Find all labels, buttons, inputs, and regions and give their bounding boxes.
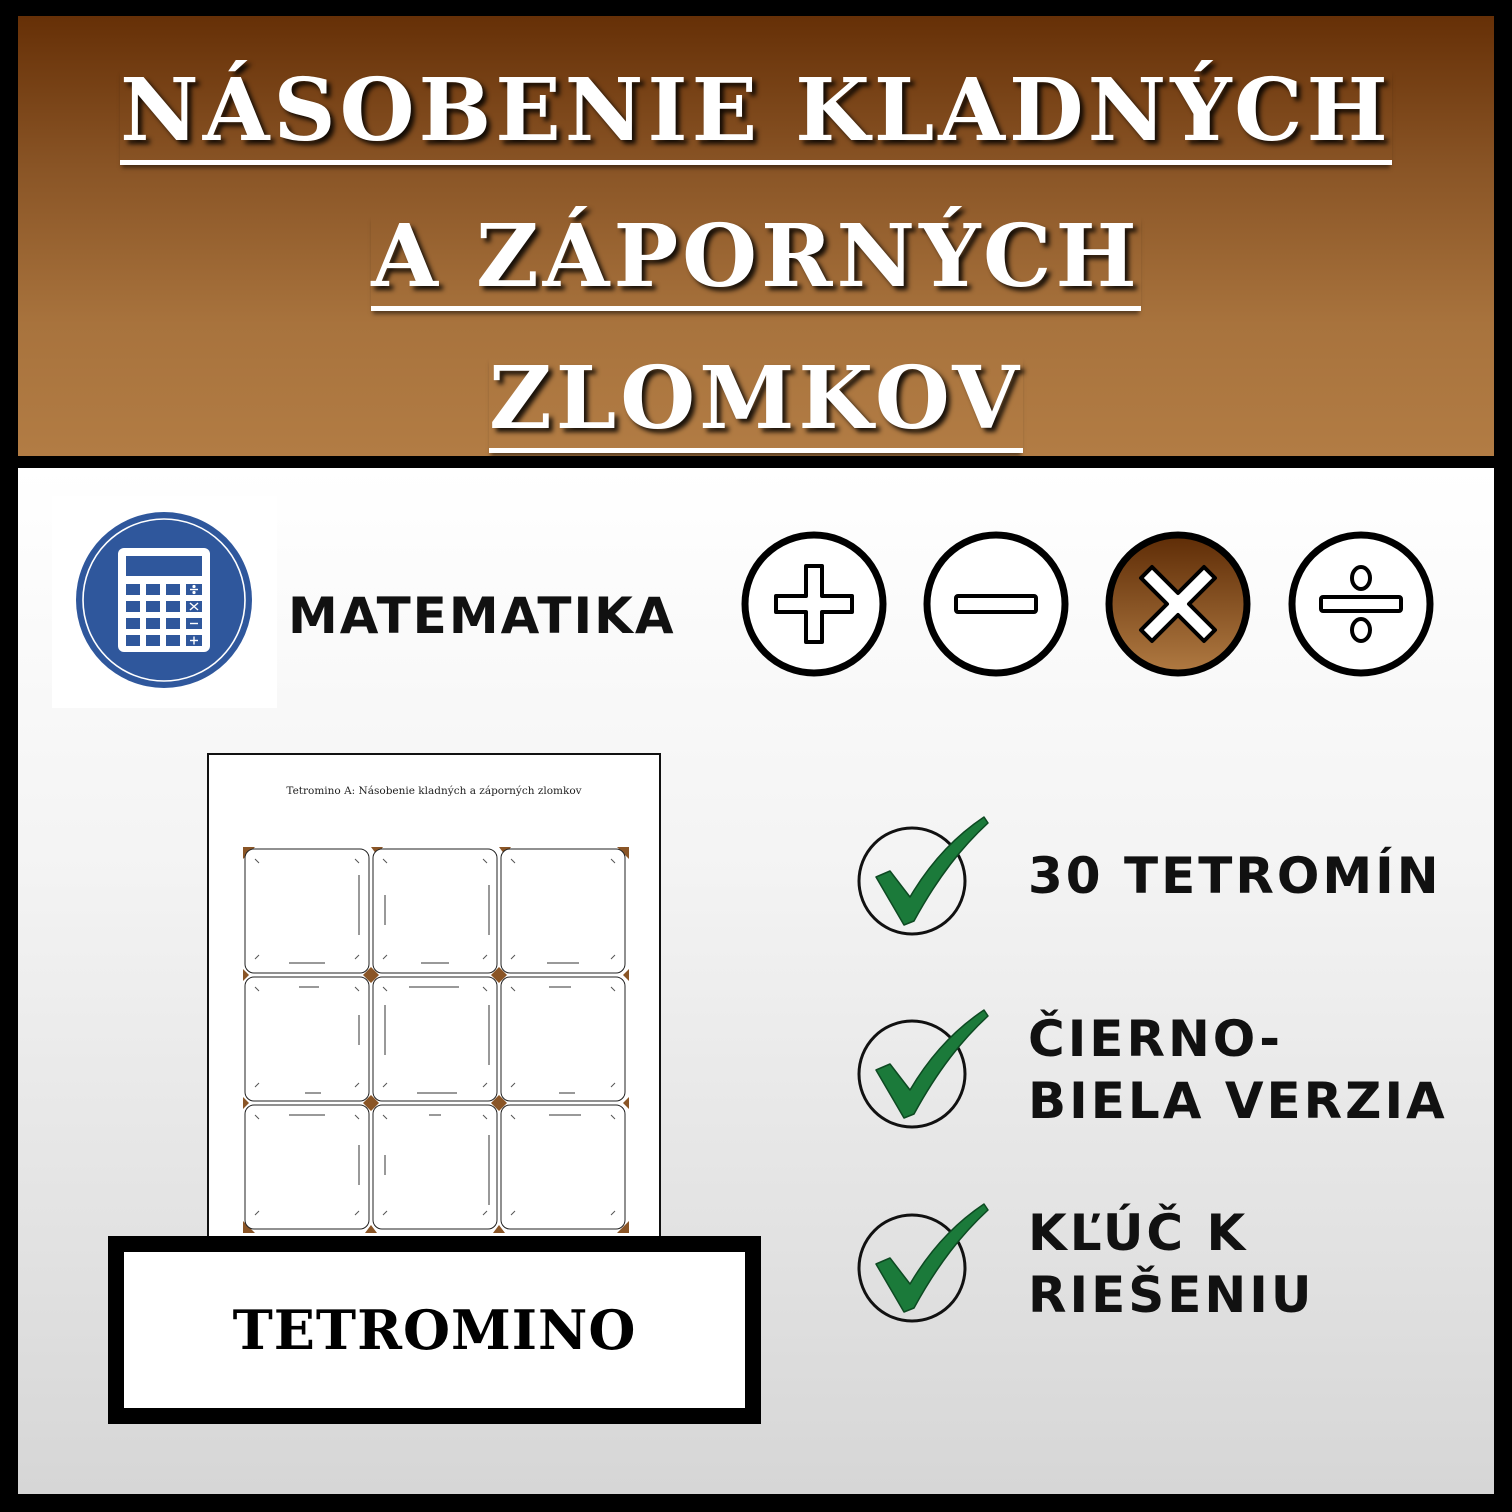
tetromino-banner: [108, 1236, 761, 1424]
plus-icon: [740, 530, 888, 678]
divide-icon: [1287, 530, 1435, 678]
title-line-2: A ZÁPORNÝCH: [18, 214, 1494, 311]
worksheet-title: Tetromino A: Násobenie kladných a záporných zlomkov: [286, 785, 582, 797]
header: [18, 16, 1494, 456]
minus-icon: [922, 530, 1070, 678]
worksheet-preview: [207, 753, 661, 1243]
checkmark-icon: [850, 815, 990, 945]
title-line-3: ZLOMKOV: [18, 356, 1494, 453]
multiply-icon: [1104, 530, 1252, 678]
calculator-icon: [52, 496, 277, 708]
feature-label: KĽÚČ K RIEŠENIU: [1028, 1204, 1315, 1324]
checkmark-icon: [850, 1008, 990, 1138]
feature-label: 30 TETROMÍN: [1028, 847, 1442, 905]
checkmark-icon: [850, 1202, 990, 1332]
divider: [18, 456, 1494, 468]
feature-label: ČIERNO-BIELA VERZIA: [1028, 1010, 1448, 1130]
subject-label: MATEMATIKA: [288, 587, 676, 645]
title-line-1: NÁSOBENIE KLADNÝCH: [18, 68, 1494, 165]
banner-label: TETROMINO: [124, 1252, 745, 1408]
tetromino-grid: [209, 755, 661, 1243]
